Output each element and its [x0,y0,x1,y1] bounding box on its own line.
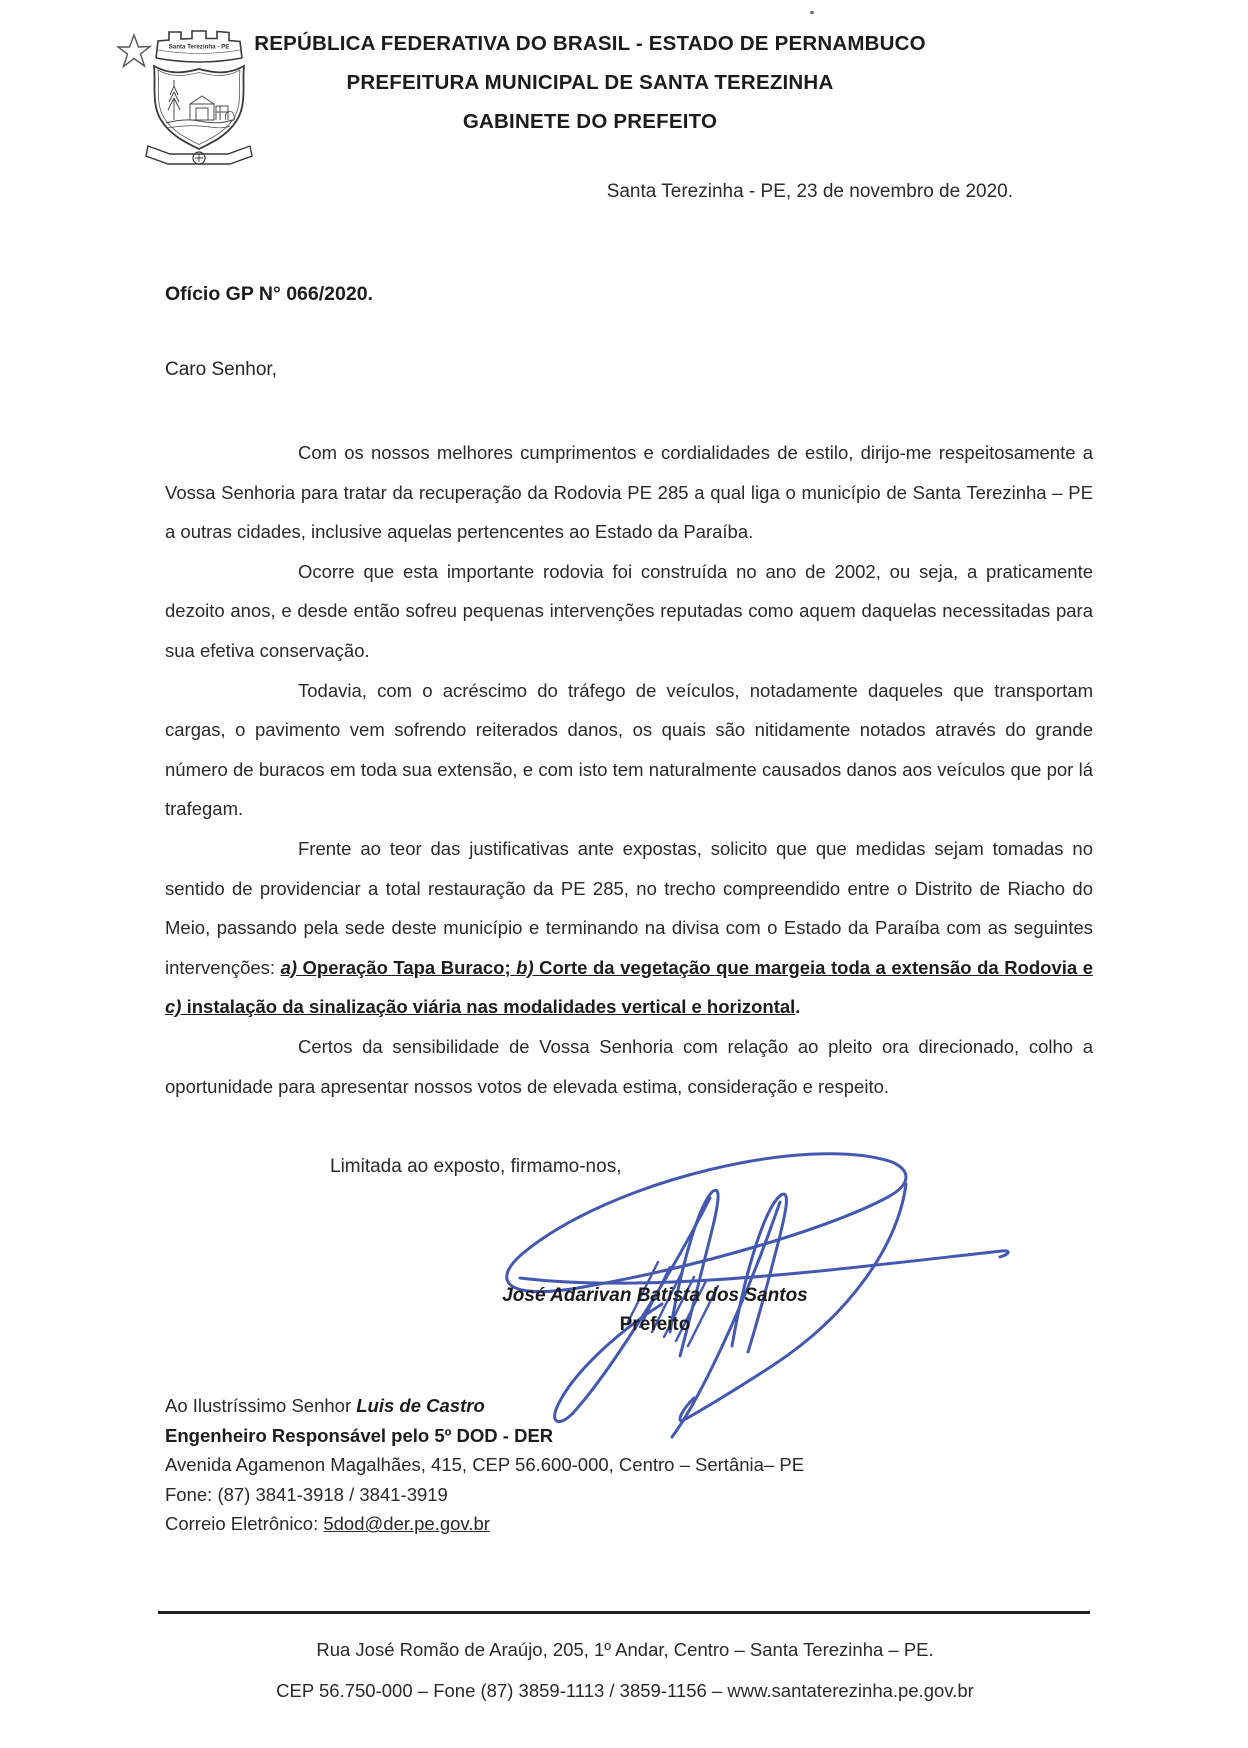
footer-address: Rua José Romão de Araújo, 205, 1º Andar, Centro – Santa Terezinha – PE. [316,1639,934,1660]
signatory-name: José Adarivan Batista dos Santos [502,1285,808,1306]
salutation: Caro Senhor, [165,359,277,380]
footer-contact: CEP 56.750-000 – Fone (87) 3859-1113 / 3859-1156 – www.santaterezinha.pe.gov.br [276,1680,974,1701]
addressee-name: Luis de Castro [356,1395,485,1416]
paragraph-4-period: . [795,996,801,1018]
body-paragraph-1: Com os nossos melhores cumprimentos e cordialidades de estilo, dirijo-me respeitosamente a Vossa Senhoria para tratar da recuperação da Rodovia PE 285 a qual liga o município de Santa Terezinha – PE a outras cidades, inclusive aquelas pertencentes ao Estado da Paraíba. [165,442,1093,543]
body-paragraph-2: Ocorre que esta importante rodovia foi construída no ano de 2002, ou seja, a praticamente dezoito anos, e desde então sofreu pequenas intervenções reputadas como aquem daquelas necessitadas para sua efetiva conservação. [165,560,1093,661]
addressee-block [165,1391,1095,1539]
item-c-text: instalação da sinalização viária nas modalidades vertical e horizontal [181,996,796,1018]
signature-block [420,1281,890,1339]
email-label: Correio Eletrônico: [165,1513,324,1535]
crest-caption: Santa Terezinha - PE [168,43,230,51]
date-line: Santa Terezinha - PE, 23 de novembro de 2020. [606,181,1013,202]
email-address: 5dod@der.pe.gov.br [323,1513,490,1535]
addressee-address: Avenida Agamenon Magalhães, 415, CEP 56.600-000, Centro – Sertânia– PE [165,1454,805,1476]
addressee-prefix: Ao Ilustríssimo Senhor [165,1395,357,1416]
reference-number: Ofício GP N° 066/2020. [165,283,373,305]
item-c-label: c) [165,996,182,1018]
item-a-label: a) [280,956,298,978]
body-paragraph-5: Certos da sensibilidade de Vossa Senhoria com relação ao pleito ora direcionado, colho a oportunidade para apresentar nossos votos de elevada estima, consideração e respeito. [165,1035,1093,1097]
intervention-list [165,957,1093,1018]
republic-title: REPÚBLICA FEDERATIVA DO BRASIL - ESTADO DE PERNAMBUCO [254,32,926,55]
footer-rule [158,1611,1090,1614]
prefecture-title: PREFEITURA MUNICIPAL DE SANTA TEREZINHA [346,71,834,94]
paragraph-4-intro: Frente ao teor das justificativas ante expostas, solicito que que medidas sejam tomadas no sentido de providenciar a total restauração da PE 285, no trecho compreendido entre o Distrito de Riacho do Meio, passando pela sede deste município e terminando na divisa com o Estado da Paraíba com as seguintes intervenções: [165,837,1093,978]
scan-artifact-dot [810,11,814,14]
footer [160,1629,1090,1711]
addressee-email-line [165,1509,1095,1539]
body-paragraph-4 [165,829,1093,1027]
body-paragraph-3: Todavia, com o acréscimo do tráfego de veículos, notadamente daqueles que transportam cargas, o pavimento vem sofrendo reiterados danos, os quais são nitidamente notados através do grande número de buracos em toda sua extensão, e com isto tem naturalmente causados danos aos veículos que por lá trafegam. [165,679,1093,820]
closing-line: Limitada ao exposto, firmamo-nos, [330,1156,622,1177]
item-a-text: Operação Tapa Buraco; [297,956,517,978]
office-title: GABINETE DO PREFEITO [462,110,718,133]
letterhead [120,24,1060,141]
signatory-title: Prefeito [619,1314,691,1335]
addressee-phone: Fone: (87) 3841-3918 / 3841-3919 [165,1483,448,1505]
item-b-label: b) [516,956,534,978]
item-b-text: Corte da vegetação que margeia toda a extensão da Rodovia e [533,956,1093,978]
letter-body [165,433,1093,1106]
addressee-role: Engenheiro Responsável pelo 5º DOD - DER [165,1424,554,1446]
addressee-line-1 [165,1391,1095,1421]
